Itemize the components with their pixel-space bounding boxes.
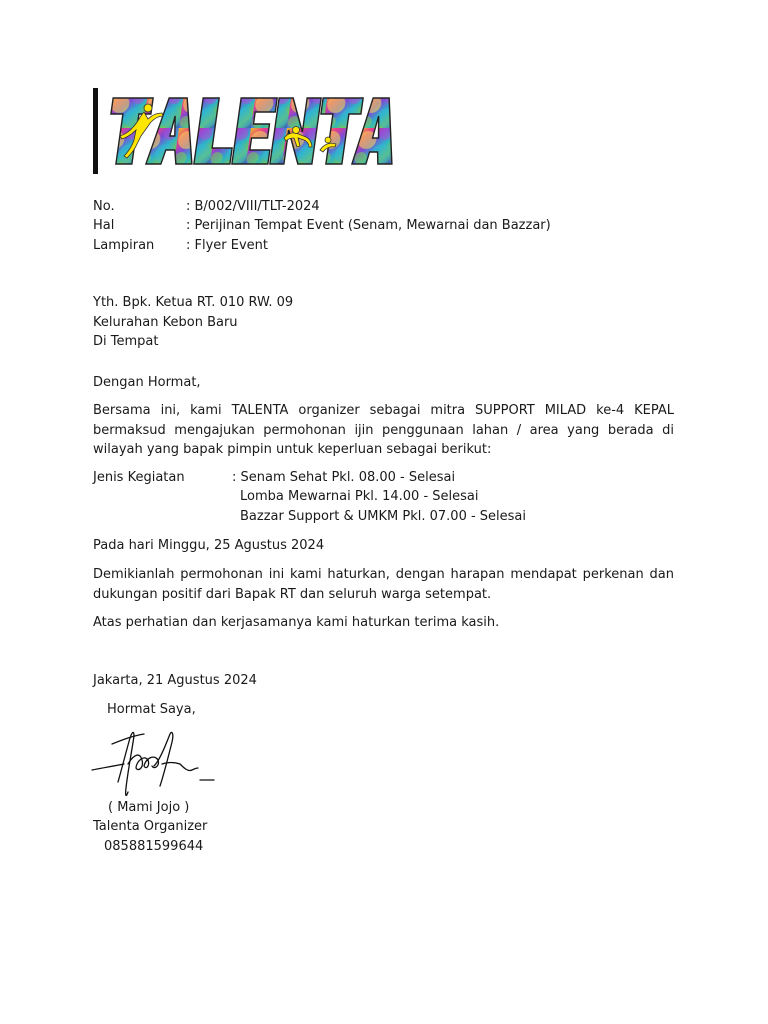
logo-accent-bar: [93, 88, 98, 174]
subject-label: Hal: [93, 218, 115, 233]
intro-paragraph: Bersama ini, kami TALENTA organizer sebagai mitra SUPPORT MILAD ke-4 KEPAL bermaksud mengajukan permohonan ijin penggunaan lahan / area yang berada di wilayah yang bapak pimpin untuk keperluan sebagai berikut:: [93, 403, 674, 457]
recipient-line-1: Yth. Bpk. Ketua RT. 010 RW. 09: [93, 295, 294, 310]
letter-number-value: : B/002/VIII/TLT-2024: [186, 199, 320, 214]
attachment-label: Lampiran: [93, 238, 155, 253]
phone-number: 085881599644: [104, 839, 204, 854]
subject-value: : Perijinan Tempat Event (Senam, Mewarnai dan Bazzar): [186, 218, 551, 233]
regards: Hormat Saya,: [107, 702, 196, 717]
letter-number-label: No.: [93, 199, 115, 214]
activity-item: Lomba Mewarnai Pkl. 14.00 - Selesai: [240, 489, 479, 504]
activity-type-label: Jenis Kegiatan: [93, 470, 185, 485]
recipient-line-2: Kelurahan Kebon Baru: [93, 315, 238, 330]
activity-item: : Senam Sehat Pkl. 08.00 - Selesai: [232, 470, 456, 485]
greeting: Dengan Hormat,: [93, 375, 201, 390]
activity-item: Bazzar Support & UMKM Pkl. 07.00 - Selesai: [240, 509, 526, 524]
closing-paragraph: Demikianlah permohonan ini kami haturkan, dengan harapan mendapat perkenan dan dukungan positif dari Bapak RT dan seluruh warga setempat.: [93, 567, 674, 602]
event-date-line: Pada hari Minggu, 25 Agustus 2024: [93, 538, 325, 553]
place-date: Jakarta, 21 Agustus 2024: [93, 673, 257, 688]
talenta-logo: [104, 92, 394, 170]
organization-name: Talenta Organizer: [93, 819, 208, 834]
thanks-line: Atas perhatian dan kerjasamanya kami haturkan terima kasih.: [93, 615, 500, 630]
recipient-line-3: Di Tempat: [93, 334, 159, 349]
signer-name: ( Mami Jojo ): [108, 800, 190, 815]
attachment-value: : Flyer Event: [186, 238, 269, 253]
